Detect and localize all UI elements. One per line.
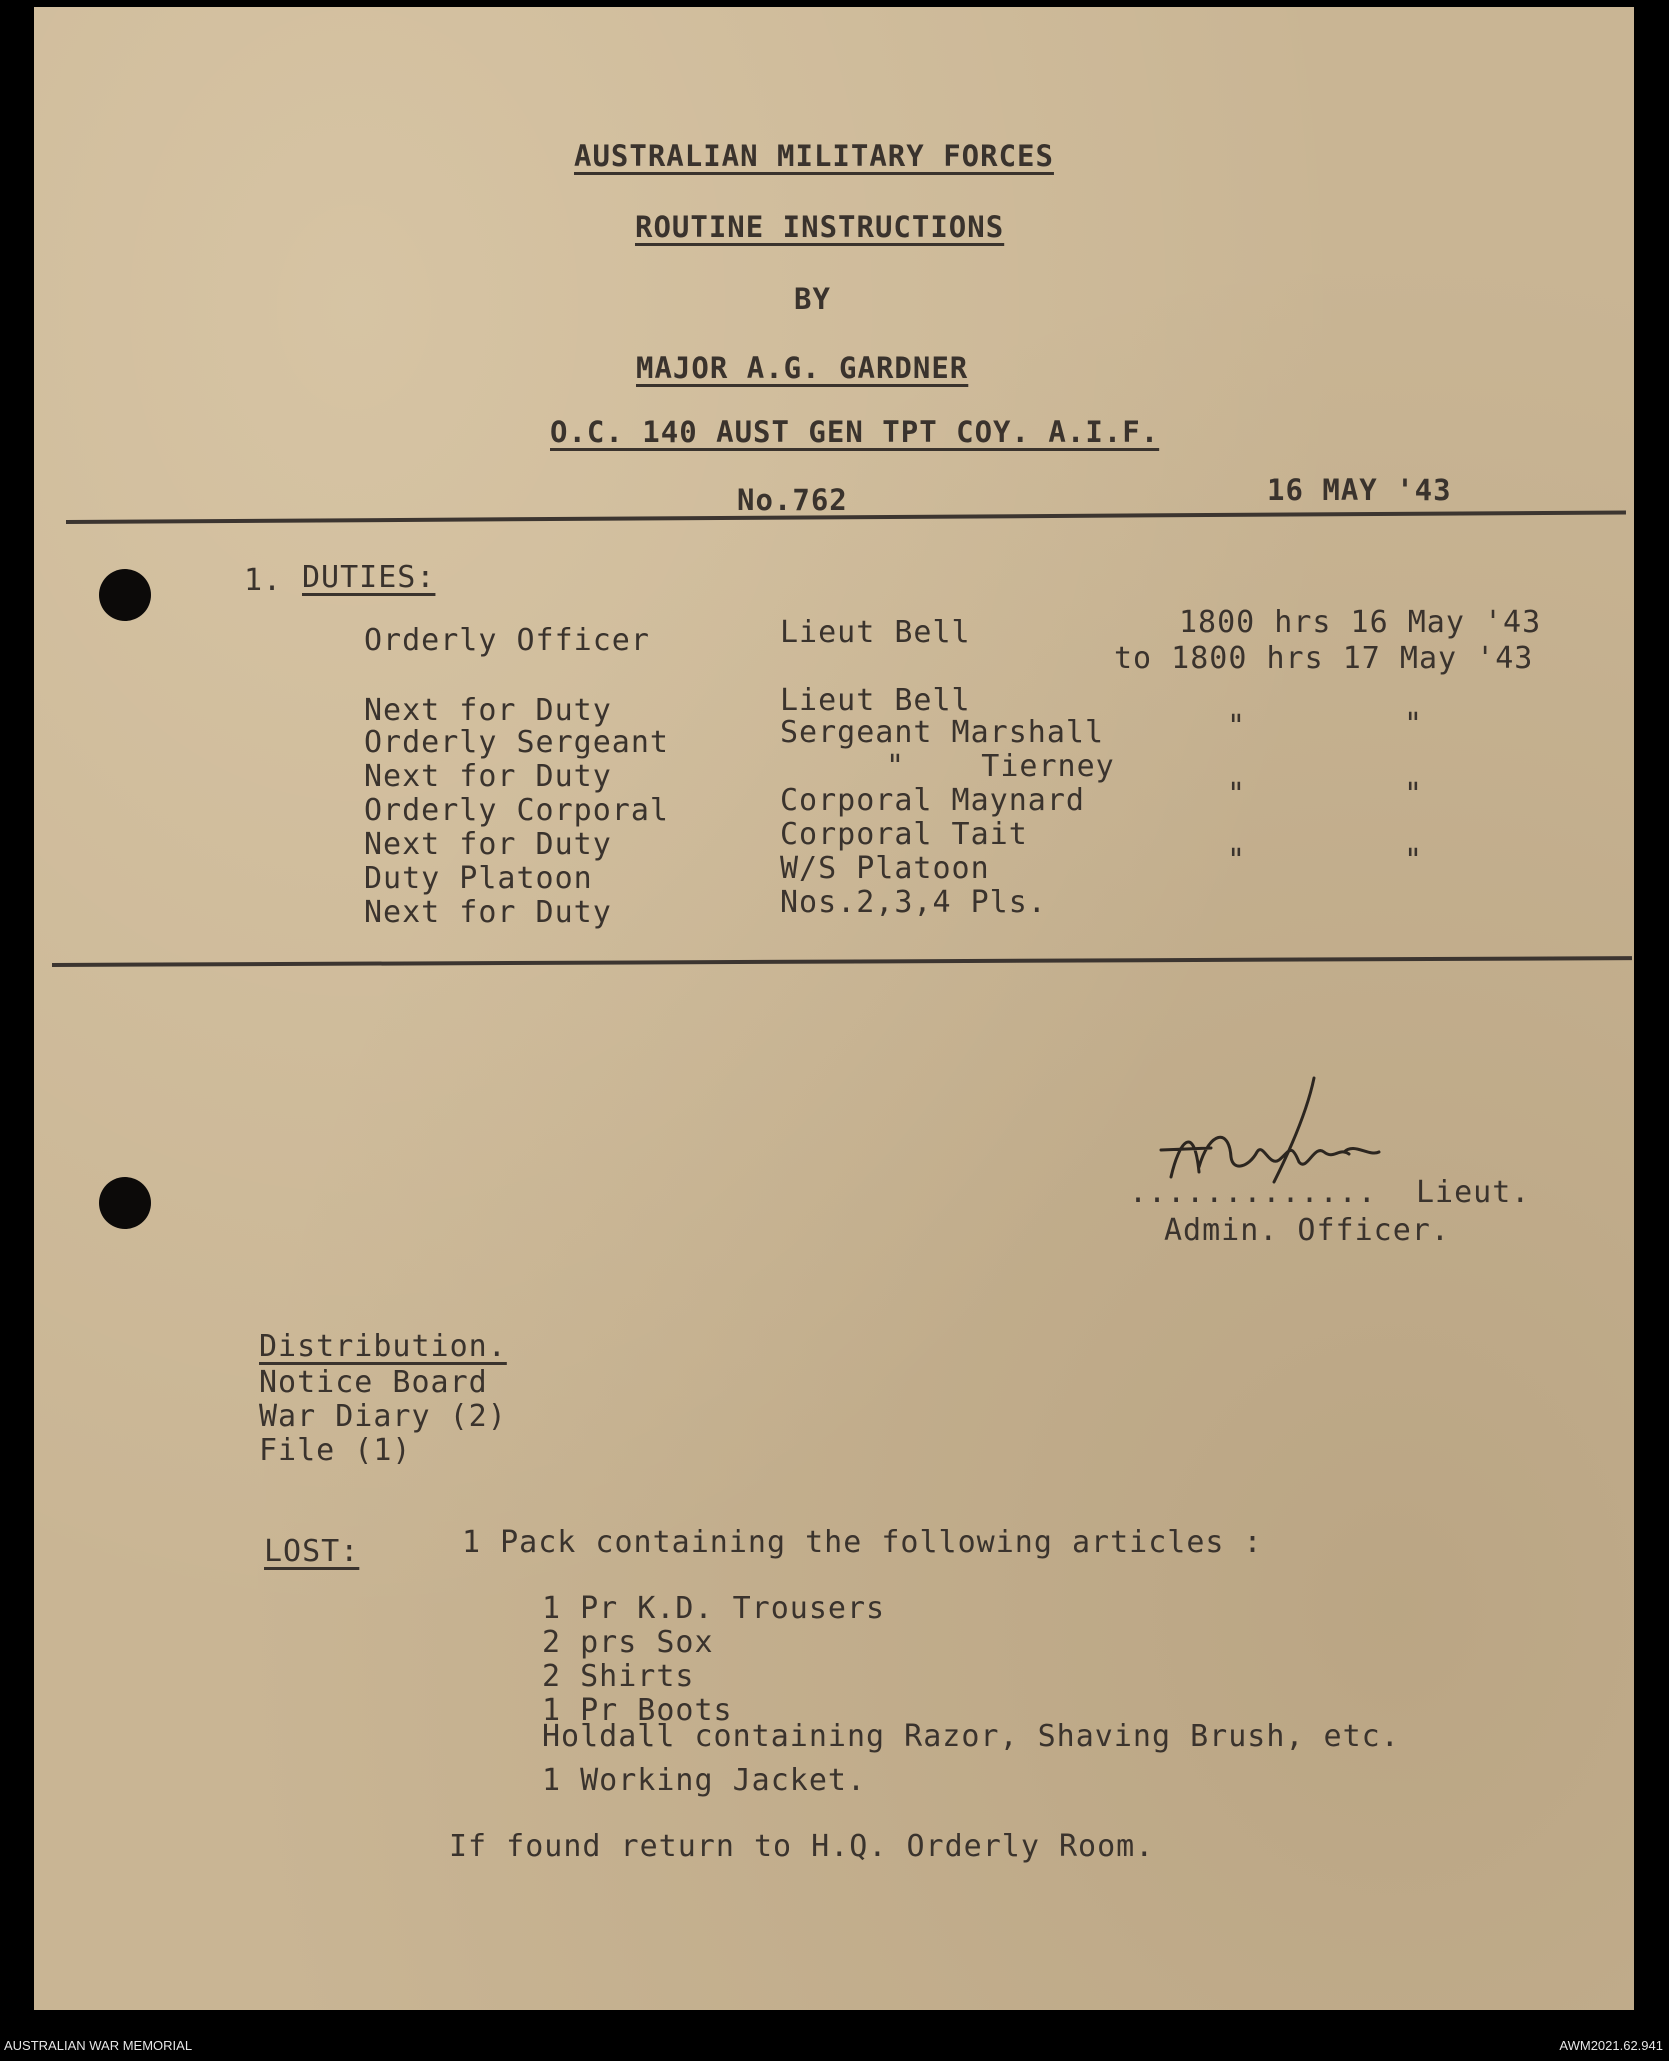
punch-hole-top (99, 569, 151, 621)
section-divider (52, 956, 1632, 967)
duty-name: Lieut Bell (780, 683, 971, 718)
section-number: 1. (244, 563, 283, 598)
duty-role: Orderly Corporal (364, 793, 669, 828)
distribution-item: War Diary (2) (259, 1399, 507, 1434)
instruction-number: No.762 (737, 483, 848, 517)
ditto-mark: " (1404, 707, 1424, 742)
duty-role: Next for Duty (364, 895, 612, 930)
header-forces: AUSTRALIAN MILITARY FORCES (574, 139, 1054, 173)
duty-role: Orderly Sergeant (364, 725, 669, 760)
distribution-item: File (1) (259, 1433, 412, 1468)
punch-hole-bottom (99, 1177, 151, 1229)
ditto-mark: " (1227, 709, 1247, 744)
ditto-mark: " (1227, 843, 1247, 878)
header-major: MAJOR A.G. GARDNER (636, 351, 969, 385)
distribution-heading: Distribution. (259, 1329, 507, 1364)
duty-name: Lieut Bell (780, 615, 971, 650)
duty-role: Next for Duty (364, 759, 612, 794)
duty-name: Nos.2,3,4 Pls. (780, 885, 1047, 920)
signature-dots: ............. (1129, 1175, 1377, 1210)
lost-item: 2 Shirts (542, 1659, 695, 1694)
duty-period-to: to 1800 hrs 17 May '43 (1114, 641, 1534, 676)
duty-name: Sergeant Marshall (780, 715, 1105, 750)
lost-item: 1 Working Jacket. (542, 1763, 867, 1798)
instruction-date: 16 MAY '43 (1267, 473, 1452, 507)
duty-role: Duty Platoon (364, 861, 593, 896)
lost-intro: 1 Pack containing the following articles : (462, 1525, 1263, 1560)
lost-item: 1 Pr K.D. Trousers (542, 1591, 886, 1626)
header-routine-instructions: ROUTINE INSTRUCTIONS (635, 210, 1005, 244)
lost-item: 1 Pr Boots (542, 1693, 733, 1728)
duty-role: Next for Duty (364, 693, 612, 728)
ditto-mark: " (1404, 843, 1424, 878)
duty-name: Corporal Maynard (780, 783, 1085, 818)
duty-name: Corporal Tait (780, 817, 1028, 852)
document-page (34, 7, 1634, 2010)
distribution-item: Notice Board (259, 1365, 488, 1400)
duty-period-from: 1800 hrs 16 May '43 (1179, 605, 1542, 640)
signature-title: Admin. Officer. (1164, 1213, 1450, 1248)
duty-name: " Tierney (886, 749, 1115, 784)
footer-right: AWM2021.62.941 (1559, 2038, 1663, 2053)
lost-item: Holdall containing Razor, Shaving Brush, etc. (542, 1719, 1400, 1754)
duty-name: W/S Platoon (780, 851, 990, 886)
footer-left: AUSTRALIAN WAR MEMORIAL (4, 2038, 193, 2053)
signature-rank: Lieut. (1416, 1175, 1531, 1210)
duty-role: Orderly Officer (364, 623, 650, 658)
lost-item: 2 prs Sox (542, 1625, 714, 1660)
header-unit: O.C. 140 AUST GEN TPT COY. A.I.F. (550, 415, 1160, 449)
duty-role: Next for Duty (364, 827, 612, 862)
section-heading-duties: DUTIES: (302, 560, 436, 595)
header-by: BY (794, 282, 831, 316)
ditto-mark: " (1227, 777, 1247, 812)
lost-label: LOST: (264, 1534, 360, 1569)
lost-closing: If found return to H.Q. Orderly Room. (449, 1829, 1155, 1864)
ditto-mark: " (1404, 777, 1424, 812)
